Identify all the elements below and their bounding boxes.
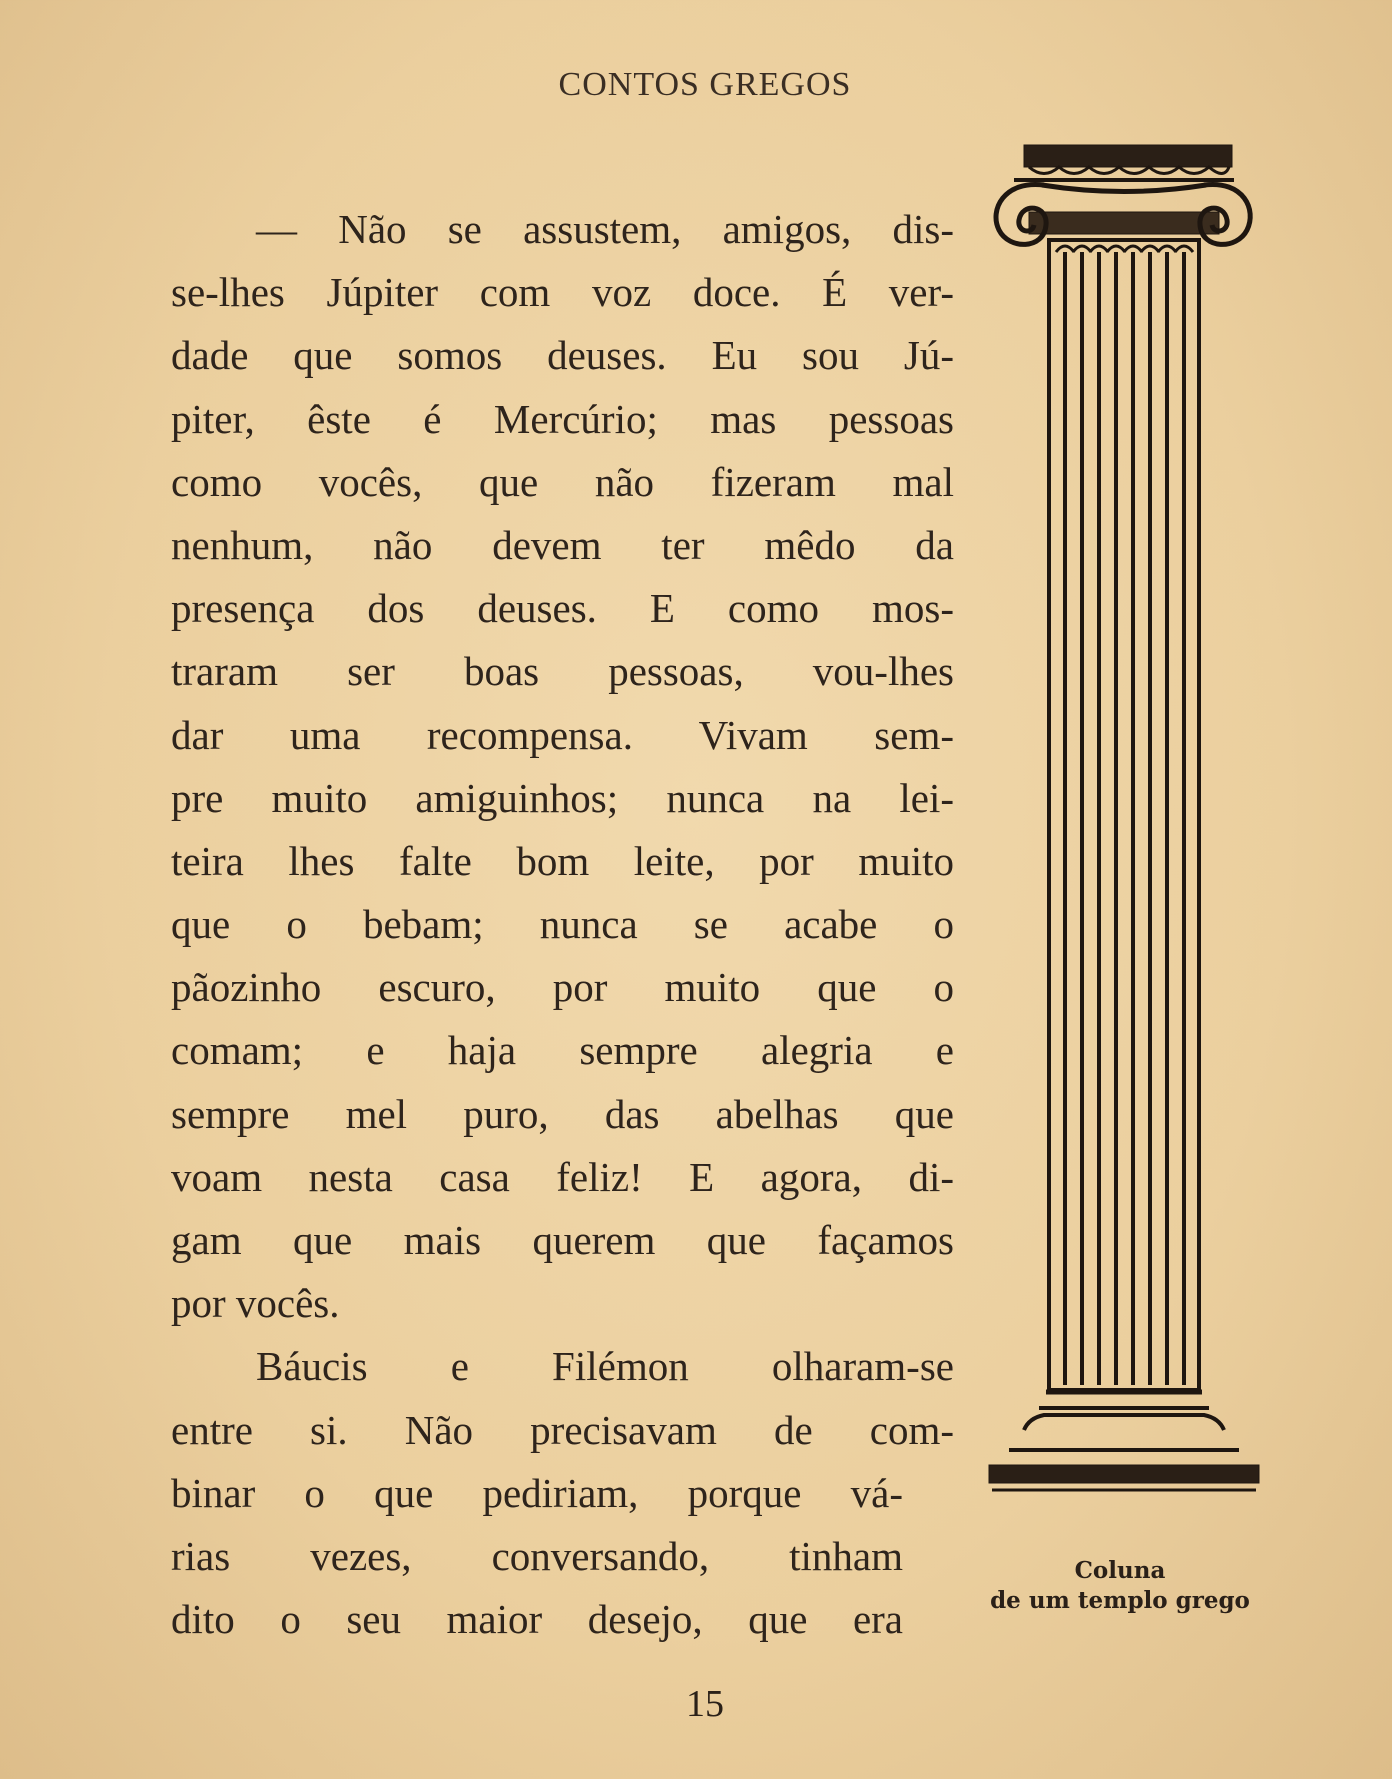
text-line: voam nesta casa feliz! E agora, di- xyxy=(171,1153,954,1200)
figure-caption xyxy=(985,1556,1255,1616)
text-line: rias vezes, conversando, tinham xyxy=(171,1532,903,1579)
text-line: que o bebam; nunca se acabe o xyxy=(171,901,954,948)
text-line: dito o seu maior desejo, que era xyxy=(171,1596,903,1643)
caption-title: Coluna xyxy=(1074,1557,1166,1584)
text-line: sempre mel puro, das abelhas que xyxy=(171,1090,954,1137)
text-line: dar uma recompensa. Vivam sem- xyxy=(171,711,954,758)
body-text xyxy=(171,198,954,1651)
text-line: por vocês. xyxy=(171,1280,340,1327)
text-line: traram ser boas pessoas, vou-lhes xyxy=(171,648,954,695)
text-line: entre si. Não precisavam de com- xyxy=(171,1406,954,1453)
text-line: gam que mais querem que façamos xyxy=(171,1217,954,1263)
text-line: teira lhes falte bom leite, por muito xyxy=(171,837,954,884)
text-line: nenhum, não devem ter mêdo da xyxy=(171,521,954,568)
text-line: piter, êste é Mercúrio; mas pessoas xyxy=(171,395,954,442)
caption-subtitle: de um templo grego xyxy=(990,1587,1250,1614)
text-line: presença dos deuses. E como mos- xyxy=(171,585,954,632)
text-line: se-lhes Júpiter com voz doce. É ver- xyxy=(171,269,954,316)
text-line: binar o que pediriam, porque vá- xyxy=(171,1469,903,1516)
text-line: como vocês, que não fizeram mal xyxy=(171,458,954,505)
text-line: Báucis e Filémon olharam-se xyxy=(256,1343,954,1390)
text-line: — Não se assustem, amigos, dis- xyxy=(256,206,954,252)
ionic-column-illustration xyxy=(984,140,1262,1550)
text-line: pãozinho escuro, por muito que o xyxy=(171,964,954,1011)
text-line: comam; e haja sempre alegria e xyxy=(171,1027,954,1074)
page-number: 15 xyxy=(686,1683,724,1725)
text-line: dade que somos deuses. Eu sou Jú- xyxy=(171,332,954,379)
text-line: pre muito amiguinhos; nunca na lei- xyxy=(171,774,954,821)
running-title: CONTOS GREGOS xyxy=(558,66,852,103)
